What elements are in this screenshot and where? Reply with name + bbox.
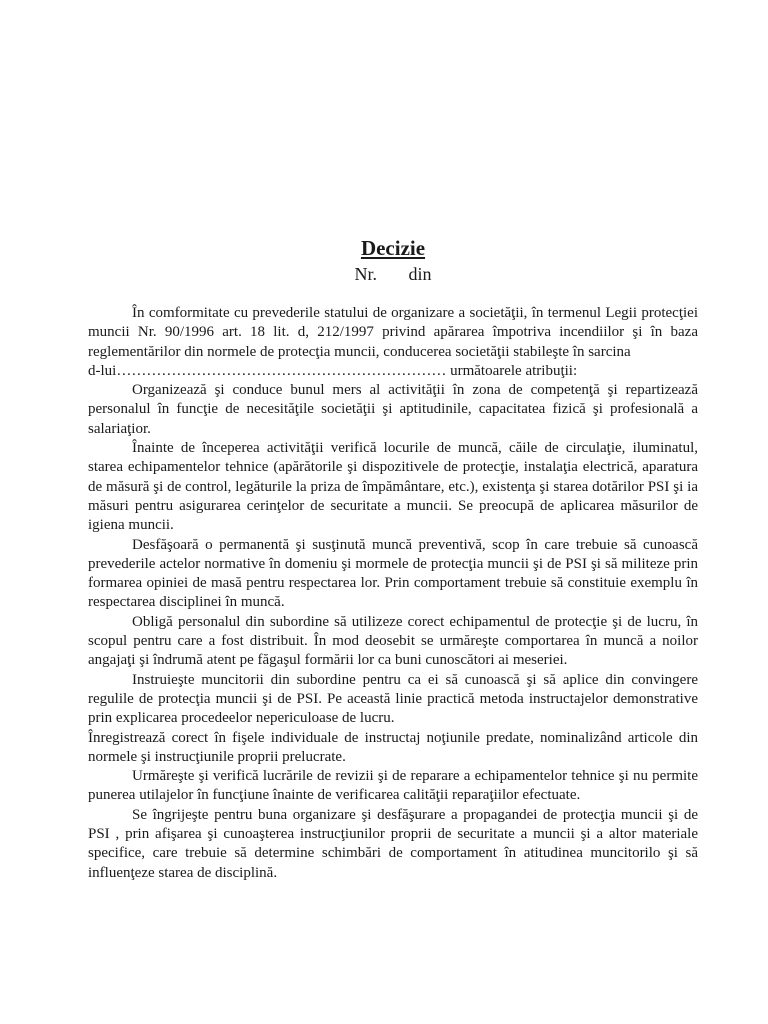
paragraph-duty-instruct: Instruieşte muncitorii din subordine pentru ca ei să cunoască şi să aplice din convingere regulile de protecţia muncii şi de PSI. Pe această linie practică metoda instructajelor demonstrative prin explicarea procedeelor nepericuloase de lucru. xyxy=(88,671,698,727)
paragraph-duty-register: Înregistrează corect în fişele individuale de instructaj noţiunile predate, nominalizând articole din normele şi instrucţiunile proprii prelucrate. xyxy=(88,729,698,765)
paragraph-duty-prevent: Desfăşoară o permanentă şi susţinută muncă preventivă, scop în care trebuie să cunoască prevederile actelor normative în domeniu şi mormele de protecţia muncii şi de PSI şi să militeze prin formarea opiniei de masă pentru respectarea lor. Prin comportament trebuie să constituie exemplu în respectarea disciplinei în muncă. xyxy=(88,536,698,611)
paragraph-assignee-line: d-lui………………………………………………………… următoarele atribuţii: xyxy=(88,362,578,379)
document-page xyxy=(88,234,698,883)
paragraph-duty-organize: Organizează şi conduce bunul mers al activităţii în zona de competenţă şi repartizează personalul în funcţie de necesităţile societăţii şi aptitudinile, capacitatea fizică şi profesională a salariaţior. xyxy=(88,382,698,437)
paragraph-duty-propaganda: Se îngrijeşte pentru buna organizare şi desfăşurare a propagandei de protecţia muncii şi de PSI , prin afişarea şi cunoaşterea instrucţiunilor proprii de securitate a muncii şi a altor materiale specifice, care trebuie să determine schimbări de comportament în atitudinea muncitorilo şi să influenţeze starea de disciplină. xyxy=(88,806,698,881)
paragraph-duty-verify: Înainte de începerea activităţii verifică locurile de muncă, căile de circulaţie, iluminatul, starea echipamentelor tehnice (apărătorile şi dispozitivele de protecţie, instalaţia electrică, aparatura de măsură şi de control, legăturile la priza de împământare, etc.), existenţa şi starea dotărilor PSI şi ia măsuri pentru asigurarea cerinţelor de securitate a muncii. Se preocupă de aplicarea măsurilor de igiena muncii. xyxy=(88,440,698,534)
document-body xyxy=(88,304,698,883)
decision-number-line: Nr. din xyxy=(354,264,432,284)
paragraph-duty-equipment: Obligă personalul din subordine să utilizeze corect echipamentul de protecţie şi de lucru, în scopul pentru care a fost distribuit. În mod deosebit se urmăreşte comportarea în muncă a noilor angajaţi şi îndrumă atent pe făgaşul formării lor ca buni cunoscători ai meseriei. xyxy=(88,613,698,669)
document-title: Decizie xyxy=(360,236,426,260)
paragraph-duty-repairs: Urmăreşte şi verifică lucrările de revizii şi de reparare a echipamentelor tehnice şi nu permite punerea utilajelor în funcţiune înainte de verificarea calităţii reparaţiilor efectuate. xyxy=(88,768,698,804)
paragraph-intro: În comformitate cu prevederile statului de organizare a societăţii, în termenul Legii protecţiei muncii Nr. 90/1996 art. 18 lit. d, 212/1997 privind apărarea împotriva incendiilor şi în baza reglementărilor din normele de protecţia muncii, conducerea societăţii stabileşte în sarcina xyxy=(88,305,698,360)
